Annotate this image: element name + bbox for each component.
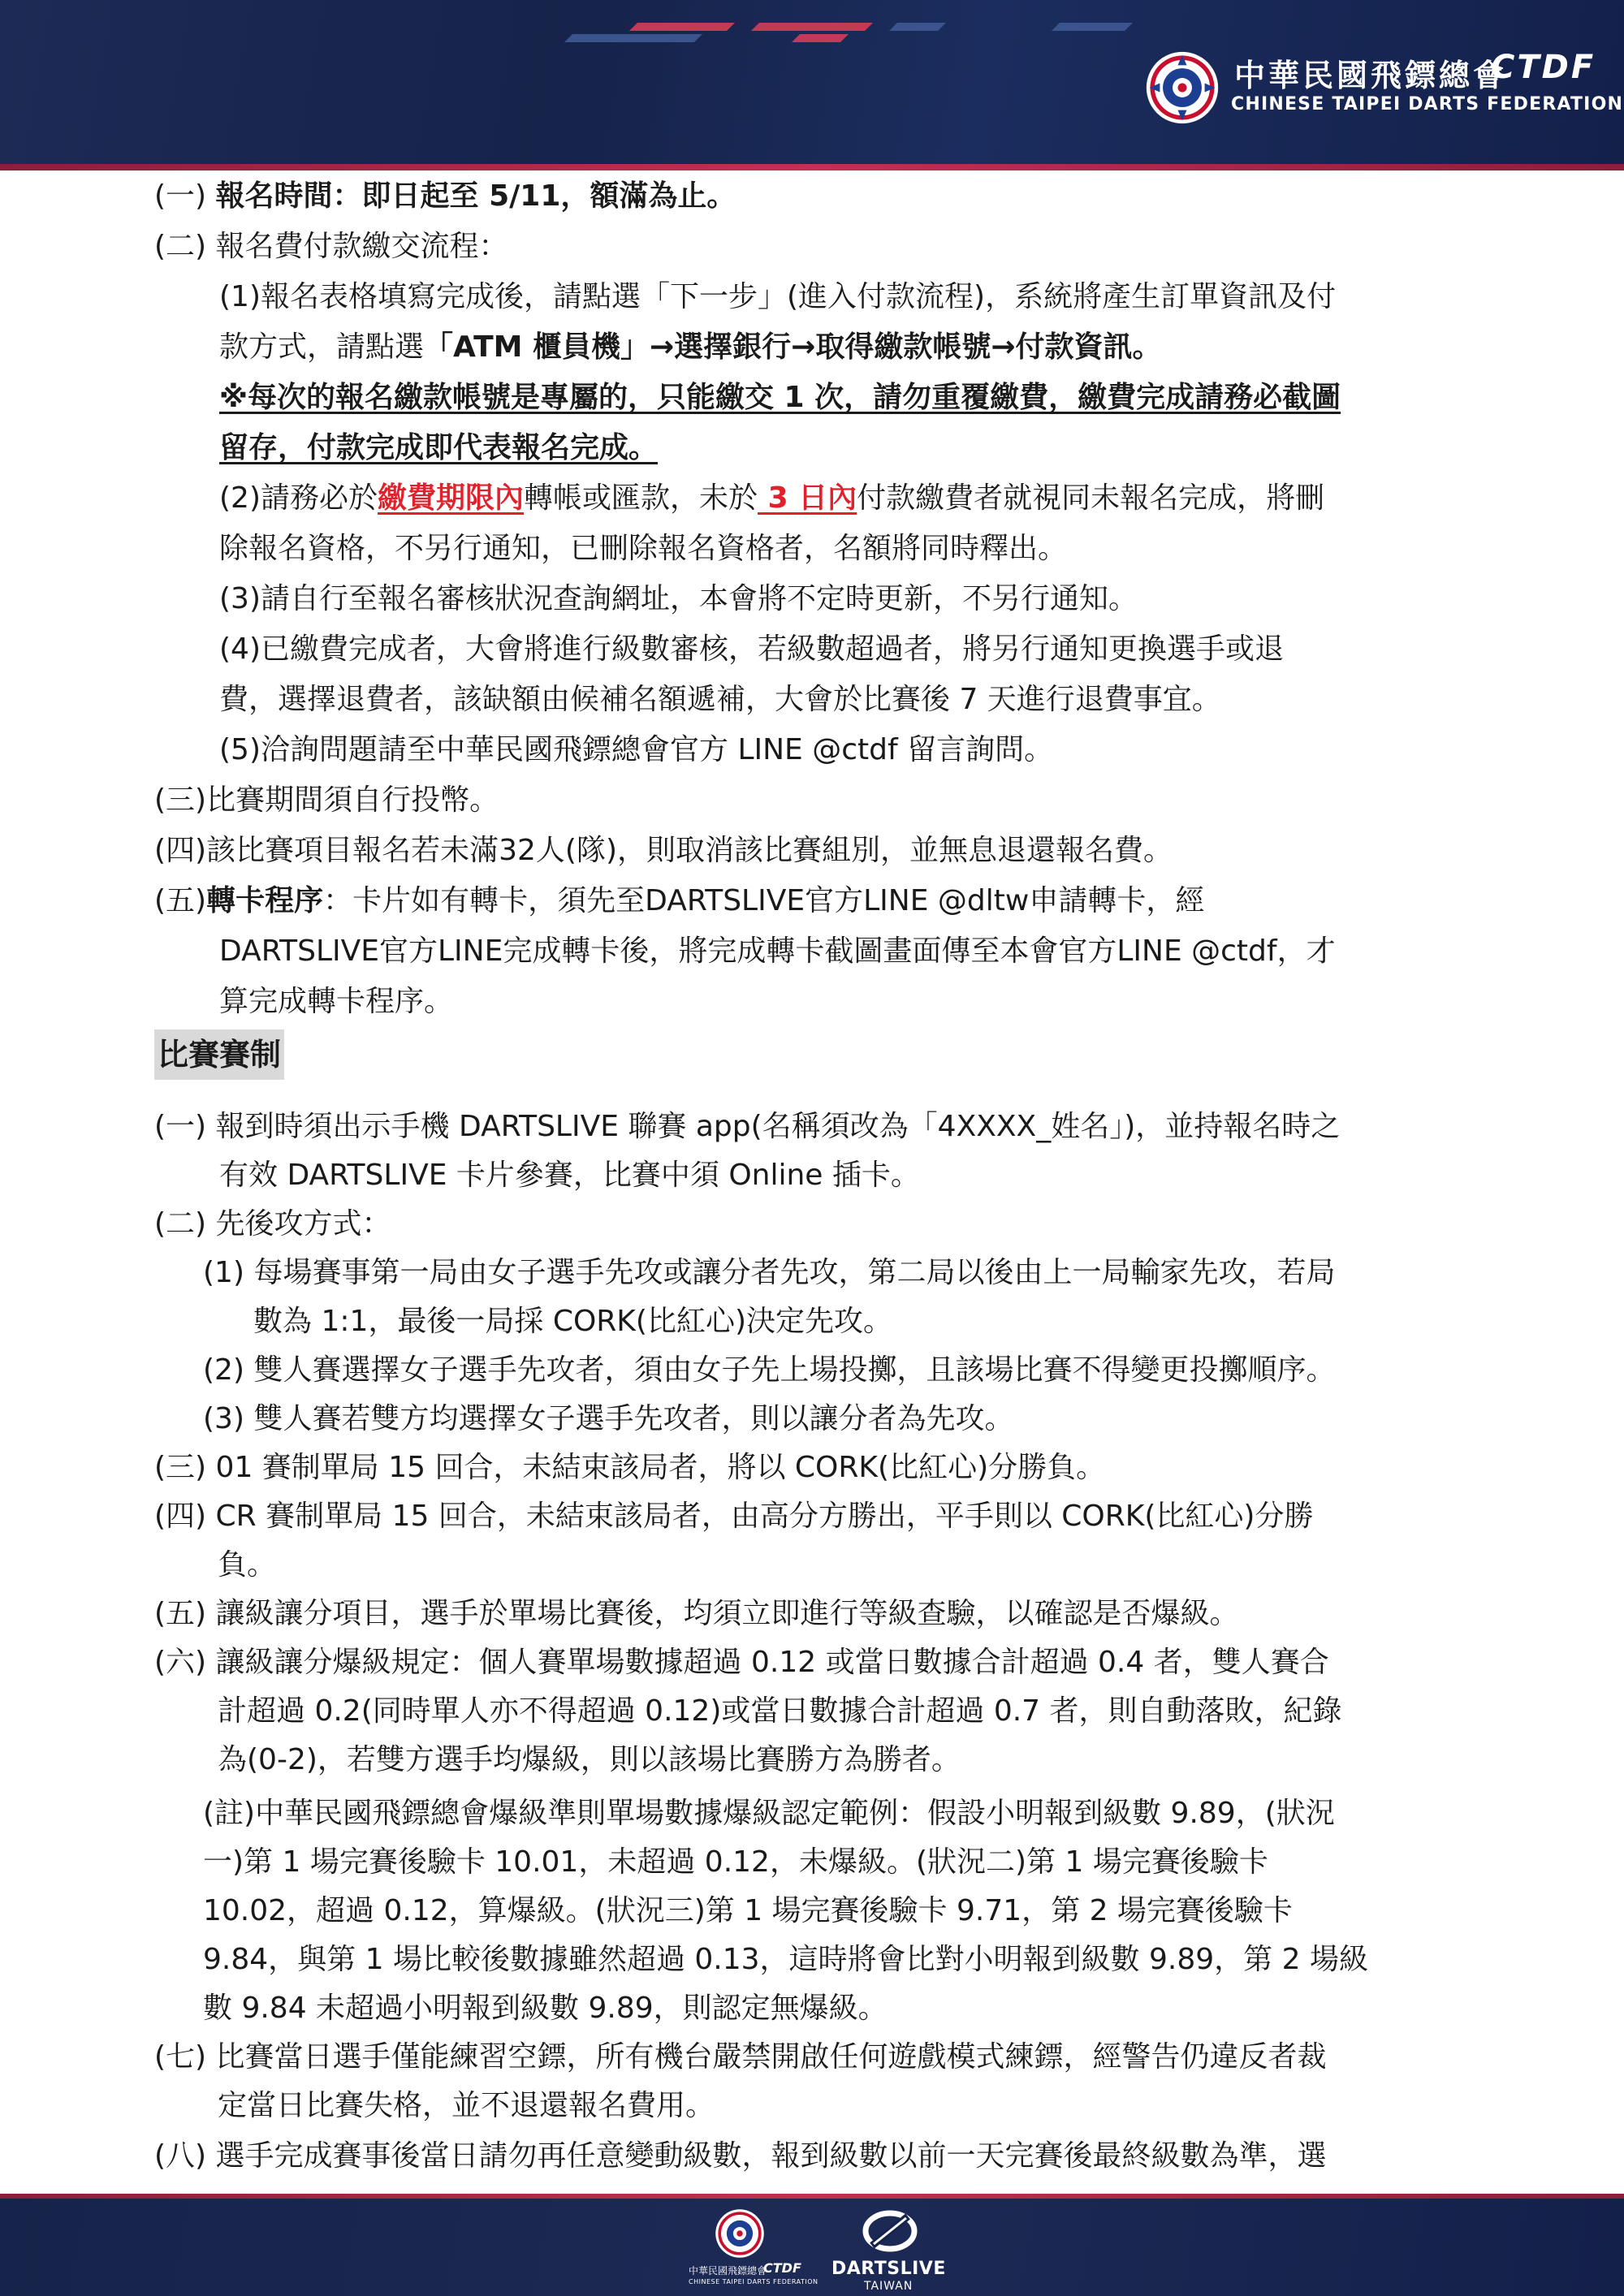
rules-line-19: 數 9.84 未超過小明報到級數 9.89，則認定無爆級。 <box>203 1992 888 2025</box>
rules-line-13: 計超過 0.2(同時單人亦不得超過 0.12)或當日數據合計超過 0.7 者，則自動落敗，紀錄 <box>218 1694 1342 1728</box>
rules-line-18: 9.84，與第 1 場比較後數據雖然超過 0.13，這時將會比對小明報到級數 9.89，第 2 場級 <box>203 1943 1368 1976</box>
reg-line-8: 除報名資格，不另行通知，已刪除報名資格者，名額將同時釋出。 <box>219 532 1068 565</box>
reg-line-1 <box>154 179 736 214</box>
decor-stripe <box>792 34 849 42</box>
reg-line-11: 費，選擇退費者，該缺額由候補名額遞補，大會於比賽後 7 天進行退費事宜。 <box>219 683 1221 716</box>
dartslive-logo-icon <box>857 2205 922 2257</box>
footer-banner <box>0 2194 1624 2296</box>
header-banner <box>0 0 1624 170</box>
reg-3day-highlight: 3 日內 <box>758 481 857 515</box>
rules-line-12: (六) 讓級讓分爆級規定：個人賽單場數據超過 0.12 或當日數據合計超過 0.4 者，雙人賽合 <box>154 1646 1329 1679</box>
decor-stripe <box>564 34 702 42</box>
reg-text: ：卡片如有轉卡，須先至DARTSLIVE官方LINE @dltw申請轉卡，經 <box>323 884 1205 917</box>
reg-line-14: (四)該比賽項目報名若未滿32人(隊)，則取消該比賽組別，並無息退還報名費。 <box>154 834 1173 867</box>
card-transfer-title: 轉卡程序 <box>206 884 324 917</box>
federation-name-cn: 中華民國飛鏢總會 <box>1234 58 1508 93</box>
decor-stripe <box>751 23 873 31</box>
reg-line-7 <box>219 481 1324 516</box>
reg-line-10: (4)已繳費完成者，大會將進行級數審核，若級數超過者，將另行通知更換選手或退 <box>219 632 1284 666</box>
header-accent-bar <box>0 164 1624 170</box>
reg-line-2: (二) 報名費付款繳交流程： <box>154 230 508 263</box>
ctdf-emblem-icon <box>715 2208 765 2259</box>
rules-line-11: (五) 讓級讓分項目，選手於單場比賽後，均須立即進行等級查驗，以確認是否爆級。 <box>154 1597 1239 1630</box>
rules-line-15: (註)中華民國飛鏢總會爆級準則單場數據爆級認定範例：假設小明報到級數 9.89，(狀況 <box>203 1797 1335 1830</box>
reg-line-12: (5)洽詢問題請至中華民國飛鏢總會官方 LINE @ctdf 留言詢問。 <box>219 733 1054 766</box>
federation-name-en: CHINESE TAIPEI DARTS FEDERATION <box>1231 94 1624 114</box>
reg-line-13: (三)比賽期間須自行投幣。 <box>154 783 499 817</box>
reg-notice-line-2: 留存，付款完成即代表報名完成。 <box>219 431 659 464</box>
reg-line-15 <box>154 883 1204 919</box>
reg-text: (2)請務必於 <box>219 481 378 515</box>
rules-line-16: 一)第 1 場完賽後驗卡 10.01，未超過 0.12，未爆級。(狀況二)第 1 場完賽後驗卡 <box>203 1845 1268 1879</box>
footer-federation-cn: 中華民國飛鏢總會 <box>689 2265 767 2277</box>
reg-line-9: (3)請自行至報名審核狀況查詢網址，本會將不定時更新，不另行通知。 <box>219 582 1138 615</box>
reg-line-16: DARTSLIVE官方LINE完成轉卡後，將完成轉卡截圖畫面傳至本會官方LINE @ctdf，才 <box>219 934 1336 968</box>
footer-accent-bar <box>0 2194 1624 2199</box>
rules-line-9: (四) CR 賽制單局 15 回合，未結束該局者，由高分方勝出，平手則以 CORK(比紅心)分勝 <box>154 1500 1314 1533</box>
reg-item-label: (一) <box>154 179 216 213</box>
rules-line-10: 負。 <box>218 1548 277 1582</box>
reg-item-label: (五) <box>154 884 207 917</box>
decor-stripe <box>1052 23 1133 31</box>
rules-line-6: (2) 雙人賽選擇女子選手先攻者，須由女子先上場投擲，且該場比賽不得變更投擲順序。 <box>203 1353 1336 1387</box>
footer-dartslive: DARTSLIVE <box>831 2259 946 2279</box>
rules-line-3: (二) 先後攻方式： <box>154 1207 391 1241</box>
reg-deadline-highlight: 繳費期限內 <box>378 481 525 515</box>
footer-dartslive-region: TAIWAN <box>864 2280 914 2293</box>
reg-time: 報名時間：即日起至 5/11，額滿為止。 <box>215 179 736 213</box>
rules-line-1: (一) 報到時須出示手機 DARTSLIVE 聯賽 app(名稱須改為「4XXXX_姓名」)，並持報名時之 <box>154 1110 1341 1143</box>
ctdf-emblem-icon <box>1145 50 1220 125</box>
rules-line-22: (八) 選手完成賽事後當日請勿再任意變動級數，報到級數以前一天完賽後最終級數為準，選 <box>154 2139 1327 2173</box>
reg-line-17: 算完成轉卡程序。 <box>219 985 454 1018</box>
rules-line-2: 有效 DARTSLIVE 卡片參賽，比賽中須 Online 插卡。 <box>219 1159 920 1192</box>
reg-line-4 <box>219 330 1162 365</box>
federation-abbr: CTDF <box>1491 49 1596 86</box>
rules-line-21: 定當日比賽失格，並不退還報名費用。 <box>218 2089 715 2122</box>
reg-atm-steps: 「ATM 櫃員機」→選擇銀行→取得繳款帳號→付款資訊。 <box>424 330 1162 364</box>
rules-line-7: (3) 雙人賽若雙方均選擇女子選手先攻者，則以讓分者為先攻。 <box>203 1402 1014 1435</box>
rules-line-8: (三) 01 賽制單局 15 回合，未結束該局者，將以 CORK(比紅心)分勝負。 <box>154 1451 1106 1484</box>
footer-federation-abbr: CTDF <box>763 2260 801 2276</box>
rules-line-5: 數為 1:1，最後一局採 CORK(比紅心)決定先攻。 <box>253 1305 893 1338</box>
section-title-rules: 比賽賽制 <box>154 1029 284 1080</box>
reg-notice-line-1: ※每次的報名繳款帳號是專屬的，只能繳交 1 次，請勿重覆繳費，繳費完成請務必截圖 <box>219 381 1341 414</box>
reg-line-3: (1)報名表格填寫完成後，請點選「下一步」(進入付款流程)，系統將產生訂單資訊及付 <box>219 280 1337 313</box>
rules-line-17: 10.02，超過 0.12，算爆級。(狀況三)第 1 場完賽後驗卡 9.71，第 2 場完賽後驗卡 <box>203 1894 1293 1927</box>
reg-text: 款方式，請點選 <box>219 330 425 364</box>
decor-stripe <box>889 23 946 31</box>
rules-line-14: 為(0-2)，若雙方選手均爆級，則以該場比賽勝方為勝者。 <box>218 1743 961 1776</box>
rules-line-20: (七) 比賽當日選手僅能練習空鏢，所有機台嚴禁開啟任何遊戲模式練鏢，經警告仍違反者裁 <box>154 2040 1327 2074</box>
footer-federation-en: CHINESE TAIPEI DARTS FEDERATION <box>689 2278 818 2285</box>
rules-line-4: (1) 每場賽事第一局由女子選手先攻或讓分者先攻，第二局以後由上一局輸家先攻，若局 <box>203 1256 1336 1289</box>
reg-text: 轉帳或匯款，未於 <box>524 481 758 515</box>
reg-text: 付款繳費者就視同未報名完成，將刪 <box>857 481 1325 515</box>
decor-stripe <box>629 23 735 31</box>
